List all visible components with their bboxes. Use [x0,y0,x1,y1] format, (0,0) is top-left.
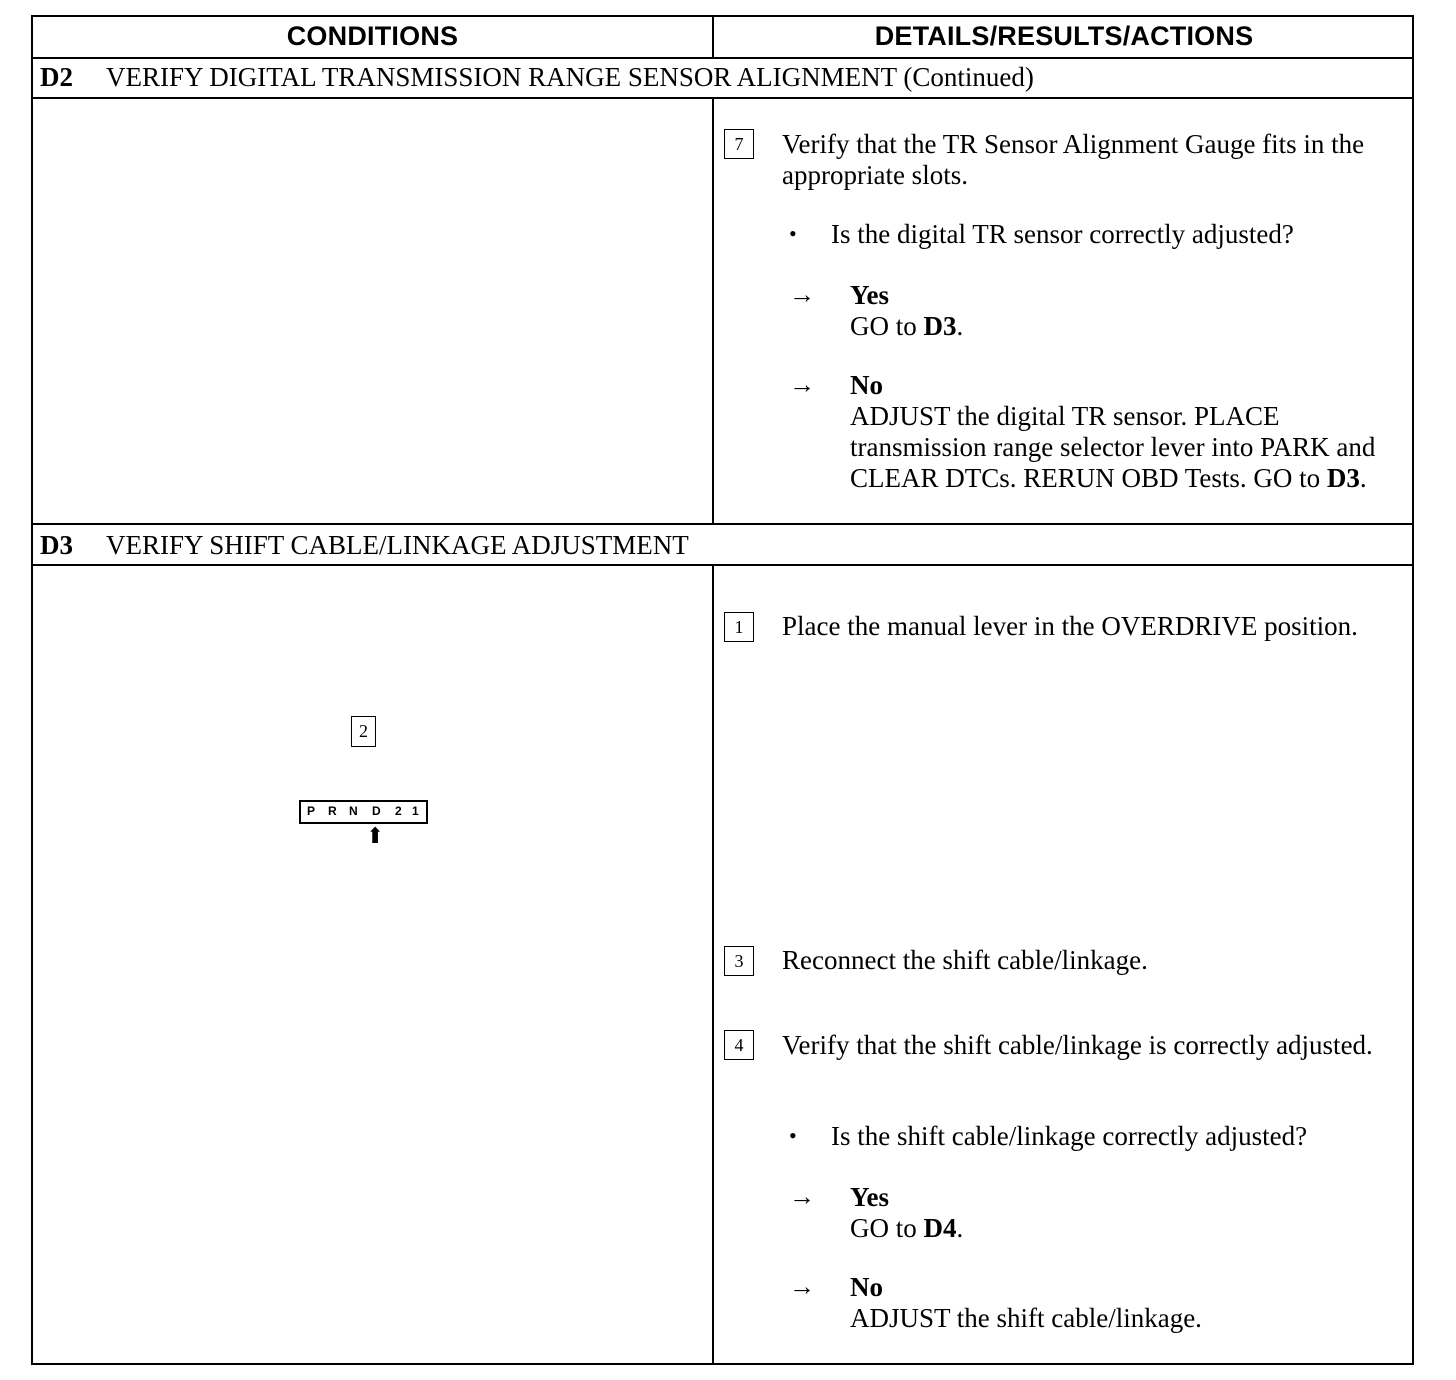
column-divider-d3 [712,564,714,1365]
gauge-letter-n: N [349,804,358,818]
gauge-letter-r: R [328,804,337,818]
gauge-pointer-arrow-icon: ⬆ [366,823,385,848]
d2-no-prefix: ADJUST the digital TR sensor. PLACE transmission range selector lever into PARK and CLEAR DTCs. RERUN OBD Tests. GO to [850,401,1376,493]
gauge-letter-1: 1 [412,804,419,818]
d2-no-arrow: → [789,370,815,399]
details-column-header: DETAILS/RESULTS/ACTIONS [874,21,1254,51]
d3-yes-label: Yes [850,1182,889,1212]
step-2-badge: 2 [351,716,376,747]
gauge-letter-d: D [372,804,381,818]
column-divider-header [712,17,714,57]
d2-yes-target: D3 [923,311,957,341]
d3-yes-prefix: GO to [850,1213,924,1243]
d3-yes-answer [850,1182,1400,1244]
d2-question: Is the digital TR sensor correctly adjusted? [831,219,1294,249]
d2-yes-arrow: → [789,280,815,309]
d2-section-end-divider [33,523,1412,525]
d3-bullet: • [789,1123,797,1148]
d3-yes-text [850,1213,1400,1244]
step-7-text: Verify that the TR Sensor Alignment Gauge fits in the appropriate slots. [782,129,1365,190]
d3-yes-arrow: → [789,1182,815,1211]
d3-yes-target: D4 [923,1213,957,1243]
step-7-badge: 7 [724,129,754,159]
step-3-badge: 3 [724,946,754,976]
d3-yes-suffix: . [956,1213,964,1243]
d2-yes-label: Yes [850,280,889,310]
step-1-text: Place the manual lever in the OVERDRIVE position. [782,611,1358,641]
d2-no-answer [850,370,1400,494]
d2-bullet: • [789,221,797,246]
d2-yes-prefix: GO to [850,311,924,341]
d3-no-arrow: → [789,1272,815,1301]
d3-question: Is the shift cable/linkage correctly adjusted? [831,1121,1308,1151]
d3-no-text: ADJUST the shift cable/linkage. [850,1303,1202,1333]
d2-no-text [850,401,1400,494]
step-4-badge: 4 [724,1030,754,1060]
d2-no-suffix: . [1359,463,1367,493]
d3-no-answer [850,1272,1400,1334]
step-1-badge: 1 [724,612,754,642]
step-4-text: Verify that the shift cable/linkage is correctly adjusted. [782,1030,1373,1060]
d2-heading-divider [33,97,1412,99]
d2-section-title: VERIFY DIGITAL TRANSMISSION RANGE SENSOR ALIGNMENT (Continued) [106,62,1034,92]
prnd21-selector-gauge [299,800,428,824]
d2-yes-text [850,311,1400,342]
procedure-table [31,15,1414,1365]
d2-yes-suffix: . [956,311,964,341]
gauge-letter-2: 2 [395,804,402,818]
d3-section-id: D3 [40,530,73,560]
d3-section-heading [40,530,689,561]
d3-heading-divider [33,564,1412,566]
conditions-column-header: CONDITIONS [286,21,459,51]
gauge-letter-p: P [307,804,316,818]
d2-no-label: No [850,370,883,400]
d3-section-title: VERIFY SHIFT CABLE/LINKAGE ADJUSTMENT [106,530,689,560]
d2-section-id: D2 [40,62,73,92]
d2-yes-answer [850,280,1400,342]
step-3-text: Reconnect the shift cable/linkage. [782,945,1148,975]
d3-no-label: No [850,1272,883,1302]
d2-no-target: D3 [1326,463,1360,493]
column-divider-d2 [712,97,714,523]
d2-section-heading [40,62,1034,93]
header-divider [33,57,1412,59]
